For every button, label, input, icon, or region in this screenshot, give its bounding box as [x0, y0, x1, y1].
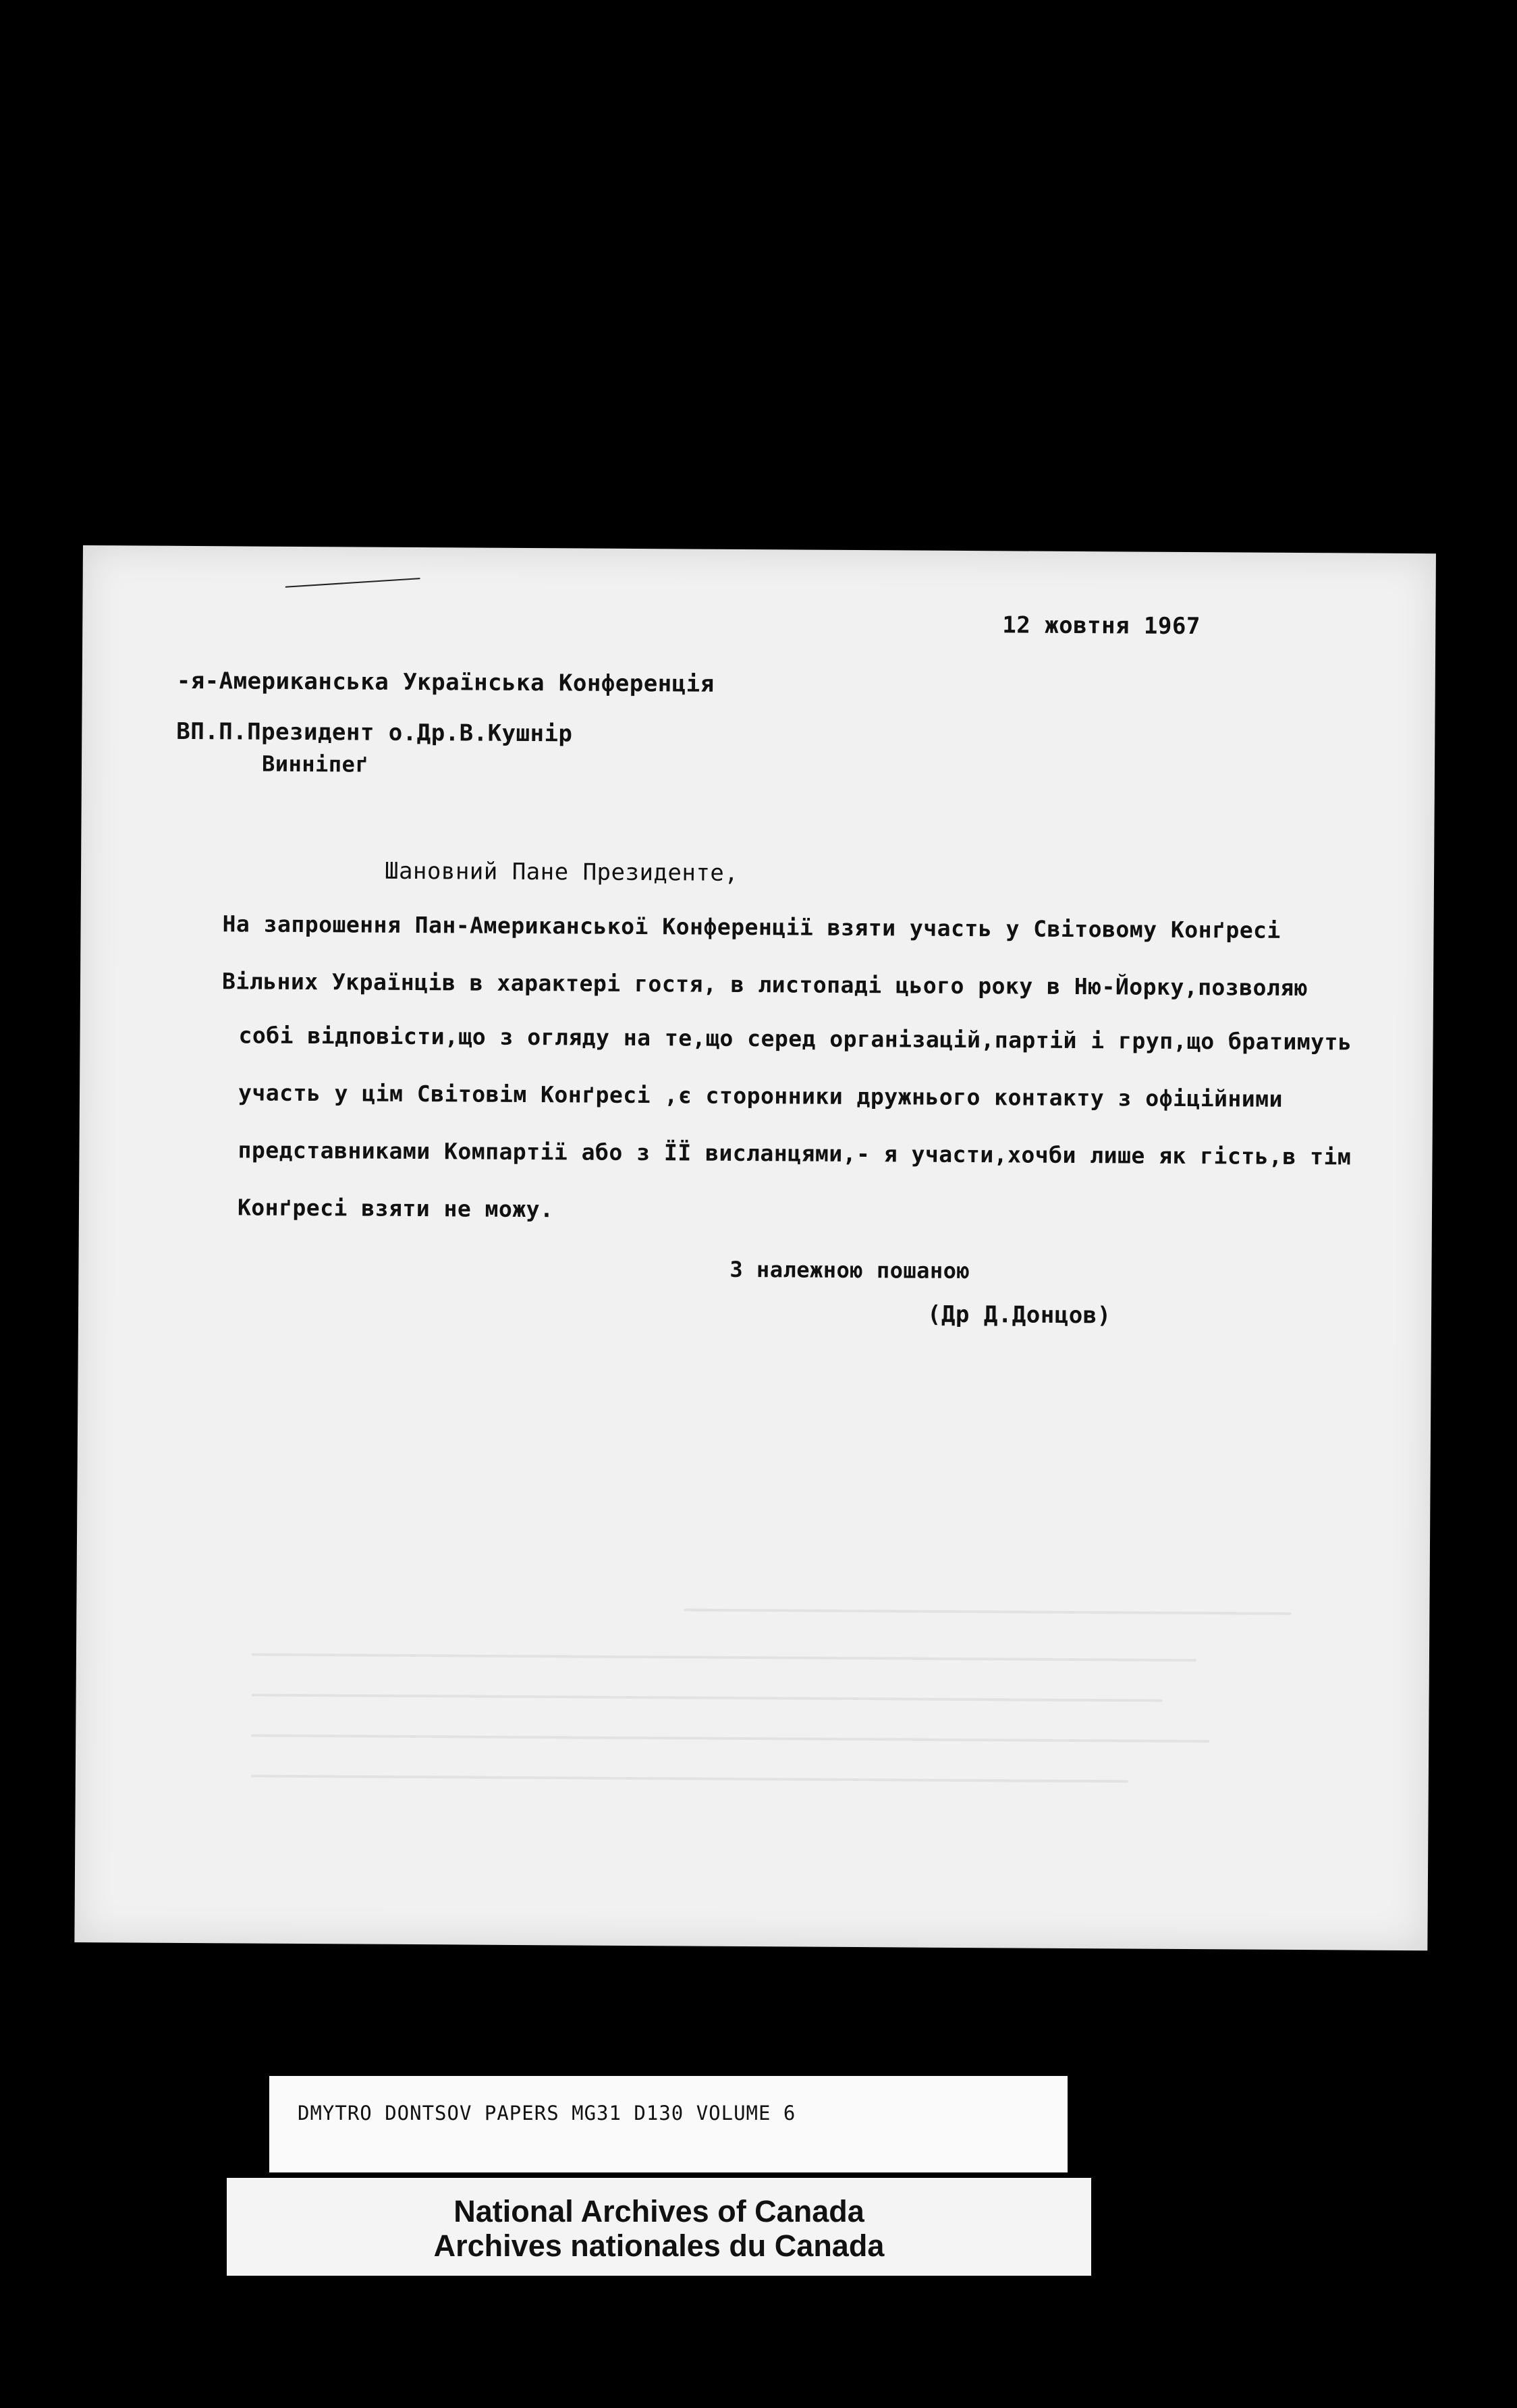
- body-line: Вільних Українців в характері гостя, в листопаді цього року в Ню-Йорку,позволяю: [221, 968, 1308, 1002]
- recipient-name: ВП.П.Президент о.Др.В.Кушнір: [176, 717, 573, 748]
- bleed-through-mark: [252, 1653, 1196, 1662]
- body-line: собі відповісти,що з огляду на те,що серед організацій,партій і груп,що братимуть: [238, 1022, 1352, 1056]
- body-line: представниками Компартії або з ЇЇ висланцями,- я участи,хочби лише як гість,в тім: [238, 1137, 1352, 1170]
- bleed-through-mark: [684, 1608, 1291, 1614]
- pen-mark: [285, 578, 420, 588]
- body-line: Конґресі взяти не можу.: [237, 1194, 554, 1223]
- collection-label: [269, 2076, 1068, 2172]
- bleed-through-mark: [252, 1694, 1163, 1702]
- bleed-through-mark: [251, 1775, 1128, 1783]
- archive-label: [227, 2178, 1091, 2276]
- letter-page: [74, 545, 1436, 1950]
- recipient-organization: -я-Американська Українська Конференція: [176, 667, 715, 698]
- salutation: Шановний Пане Президенте,: [384, 857, 739, 887]
- signature: (Др Д.Донцов): [927, 1301, 1111, 1330]
- body-line: На запрошення Пан-Американської Конференції взяти участь у Світовому Конґресі: [222, 910, 1281, 943]
- collection-label-text: DMYTRO DONTSOV PAPERS MG31 D130 VOLUME 6: [298, 2102, 796, 2125]
- body-line: участь у цім Світовім Конґресі ,є сторонники дружнього контакту з офіційними: [238, 1079, 1284, 1112]
- recipient-city: Винніпеґ: [261, 750, 369, 777]
- institution-name-fr: Archives nationales du Canada: [433, 2228, 885, 2263]
- closing: З належною пошаною: [729, 1256, 970, 1284]
- bleed-through-mark: [251, 1734, 1209, 1743]
- letter-date: 12 жовтня 1967: [1002, 611, 1201, 640]
- institution-name-en: National Archives of Canada: [453, 2194, 864, 2228]
